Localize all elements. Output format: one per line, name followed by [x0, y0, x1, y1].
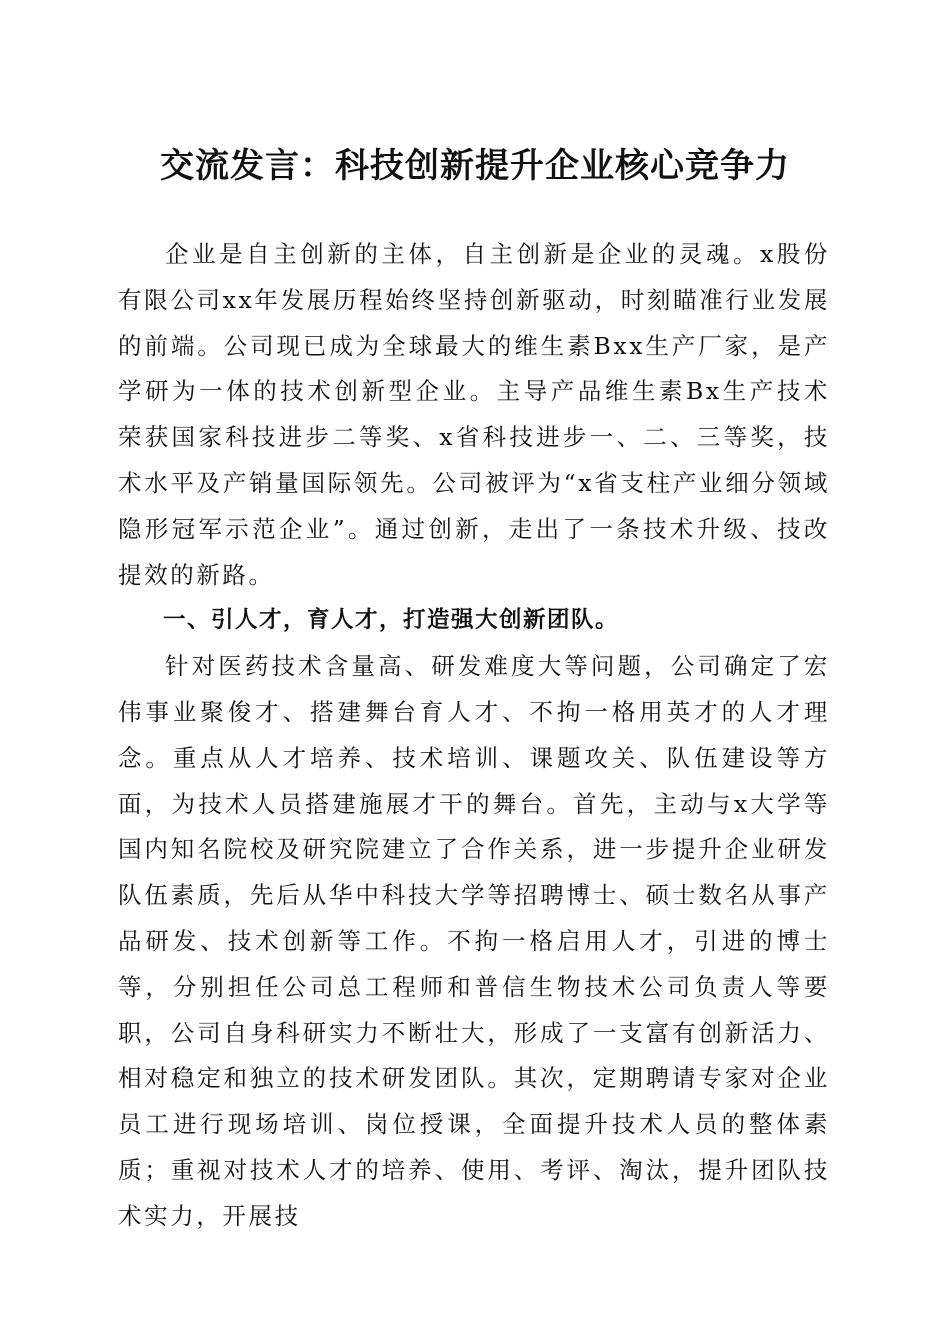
intro-paragraph: 企业是自主创新的主体，自主创新是企业的灵魂。x股份有限公司xx年发展历程始终坚持创新驱动，时刻瞄准行业发展的前端。公司现已成为全球最大的维生素Bxx生产厂家，是产学研为一体的技术创新型企业。主导产品维生素Bx生产技术荣获国家科技进步二等奖、x省科技进步一、二、三等奖，技术水平及产销量国际领先。公司被评为“x省支柱产业细分领域隐形冠军示范企业”。通过创新，走出了一条技术升级、技改提效的新路。 [118, 240, 830, 589]
section-1-paragraph: 针对医药技术含量高、研发难度大等问题，公司确定了宏伟事业聚俊才、搭建舞台育人才、不拘一格用英才的人才理念。重点从人才培养、技术培训、课题攻关、队伍建设等方面，为技术人员搭建施展才干的舞台。首先，主动与x大学等国内知名院校及研究院建立了合作关系，进一步提升企业研发队伍素质，先后从华中科技大学等招聘博士、硕士数名从事产品研发、技术创新等工作。不拘一格启用人才，引进的博士等，分别担任公司总工程师和普信生物技术公司负责人等要职，公司自身科研实力不断壮大，形成了一支富有创新活力、相对稳定和独立的技术研发团队。其次，定期聘请专家对企业员工进行现场培训、岗位授课，全面提升技术人员的整体素质；重视对技术人才的培养、使用、考评、淘汰，提升团队技术实力，开展技 [118, 652, 830, 1230]
document-body [118, 232, 830, 1240]
document-title: 交流发言：科技创新提升企业核心竞争力 [160, 146, 790, 186]
section-1-heading: 一、引人才，育人才，打造强大创新团队。 [163, 607, 620, 634]
